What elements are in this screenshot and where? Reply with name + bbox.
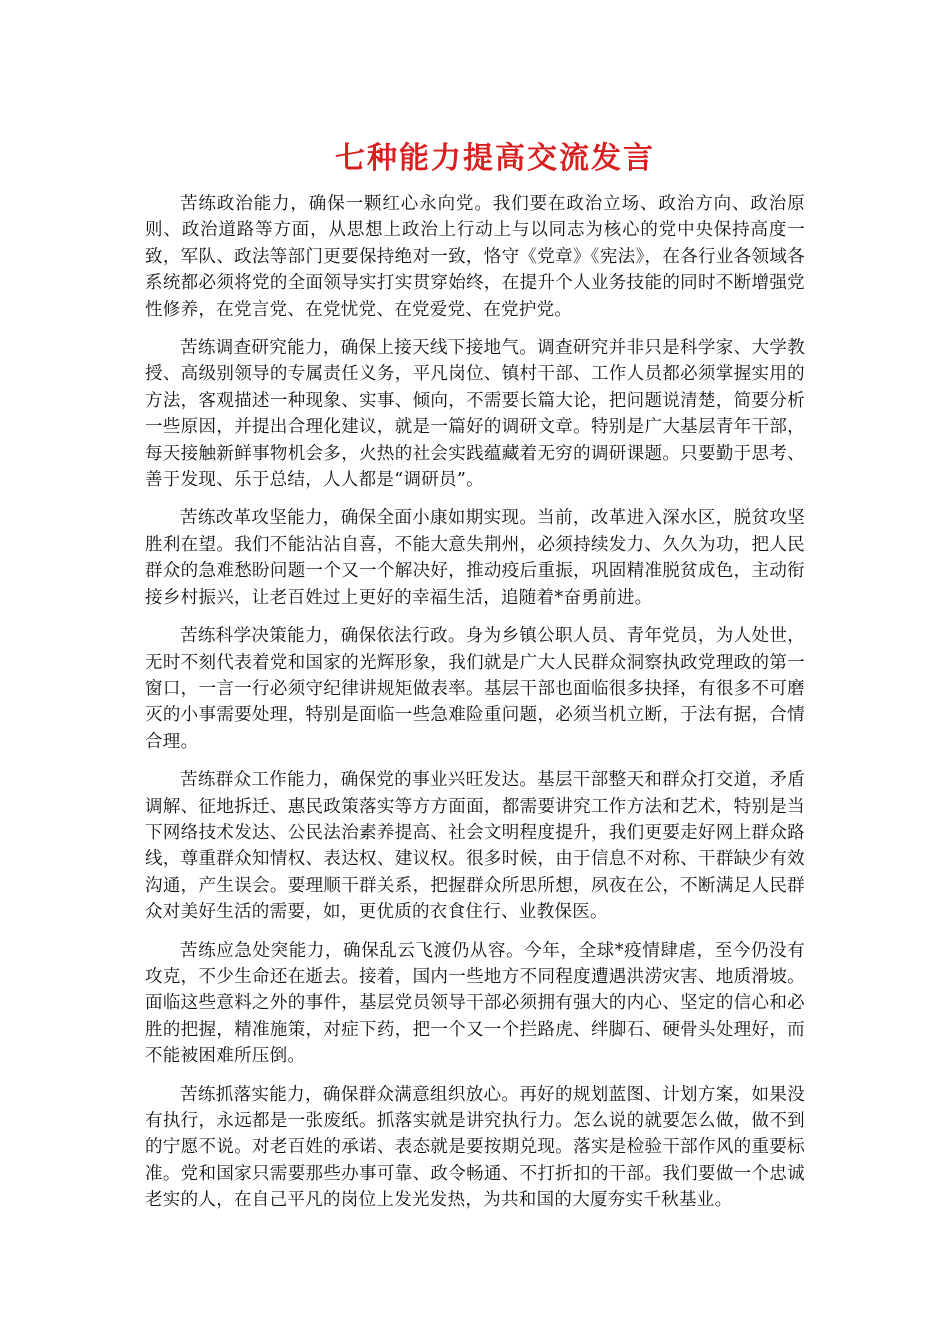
paragraph-research-ability: 苦练调查研究能力，确保上接天线下接地气。调查研究并非只是科学家、大学教授、高级别领导的专属责任义务，平凡岗位、镇村干部、工作人员都必须掌握实用的方法，客观描述一种现象、实事、倾向，不需要长篇大论，把问题说清楚，简要分析一些原因，并提出合理化建议，就是一篇好的调研文章。特别是广大基层青年干部，每天接触新鲜事物机会多，火热的社会实践蕴藏着无穷的调研课题。只要勤于思考、善于发现、乐于总结，人人都是“调研员”。 (145, 338, 805, 491)
document-title: 七种能力提高交流发言 (335, 141, 655, 176)
paragraph-implementation-ability: 苦练抓落实能力，确保群众满意组织放心。再好的规划蓝图、计划方案，如果没有执行，永远都是一张废纸。抓落实就是讲究执行力。怎么说的就要怎么做，做不到的宁愿不说。对老百姓的承诺、表态就是要按期兑现。落实是检验干部作风的重要标准。党和国家只需要那些办事可靠、政令畅通、不打折扣的干部。我们要做一个忠诚老实的人，在自己平凡的岗位上发光发热，为共和国的大厦夯实千秋基业。 (145, 1084, 805, 1211)
paragraph-reform-ability: 苦练改革攻坚能力，确保全面小康如期实现。当前，改革进入深水区，脱贫攻坚胜利在望。我们不能沾沾自喜，不能大意失荆州，必须持续发力、久久为功，把人民群众的急难愁盼问题一个又一个解决好，推动疫后重振，巩固精准脱贫成色，主动衔接乡村振兴，让老百姓过上更好的幸福生活，追随着*奋勇前进。 (145, 508, 805, 608)
paragraph-emergency-ability: 苦练应急处突能力，确保乱云飞渡仍从容。今年，全球*疫情肆虐，至今仍没有攻克，不少生命还在逝去。接着，国内一些地方不同程度遭遇洪涝灾害、地质滑坡。面临这些意料之外的事件，基层党员领导干部必须拥有强大的内心、坚定的信心和必胜的把握，精准施策，对症下药，把一个又一个拦路虎、绊脚石、硬骨头处理好，而不能被困难所压倒。 (145, 940, 805, 1067)
paragraph-mass-work-ability: 苦练群众工作能力，确保党的事业兴旺发达。基层干部整天和群众打交道，矛盾调解、征地拆迁、惠民政策落实等方方面面，都需要讲究工作方法和艺术，特别是当下网络技术发达、公民法治素养提高、社会文明程度提升，我们更要走好网上群众路线，尊重群众知情权、表达权、建议权。很多时候，由于信息不对称、干群缺少有效沟通，产生误会。要理顺干群关系，把握群众所思所想，夙夜在公，不断满足人民群众对美好生活的需要，如，更优质的衣食住行、业教保医。 (145, 770, 805, 923)
paragraph-decision-ability: 苦练科学决策能力，确保依法行政。身为乡镇公职人员、青年党员，为人处世，无时不刻代表着党和国家的光辉形象，我们就是广大人民群众洞察执政党理政的第一窗口，一言一行必须守纪律讲规矩做表率。基层干部也面临很多抉择，有很多不可磨灭的小事需要处理，特别是面临一些急难险重问题，必须当机立断，于法有据，合情合理。 (145, 626, 805, 752)
document-page (145, 135, 805, 1226)
paragraph-political-ability: 苦练政治能力，确保一颗红心永向党。我们要在政治立场、政治方向、政治原则、政治道路等方面，从思想上政治上行动上与以同志为核心的党中央保持高度一致，军队、政法等部门更要保持绝对一致，恪守《党章》《宪法》，在各行业各领域各系统都必须将党的全面领导实打实贯穿始终，在提升个人业务技能的同时不断增强党性修养，在党言党、在党忧党、在党爱党、在党护党。 (145, 194, 805, 320)
